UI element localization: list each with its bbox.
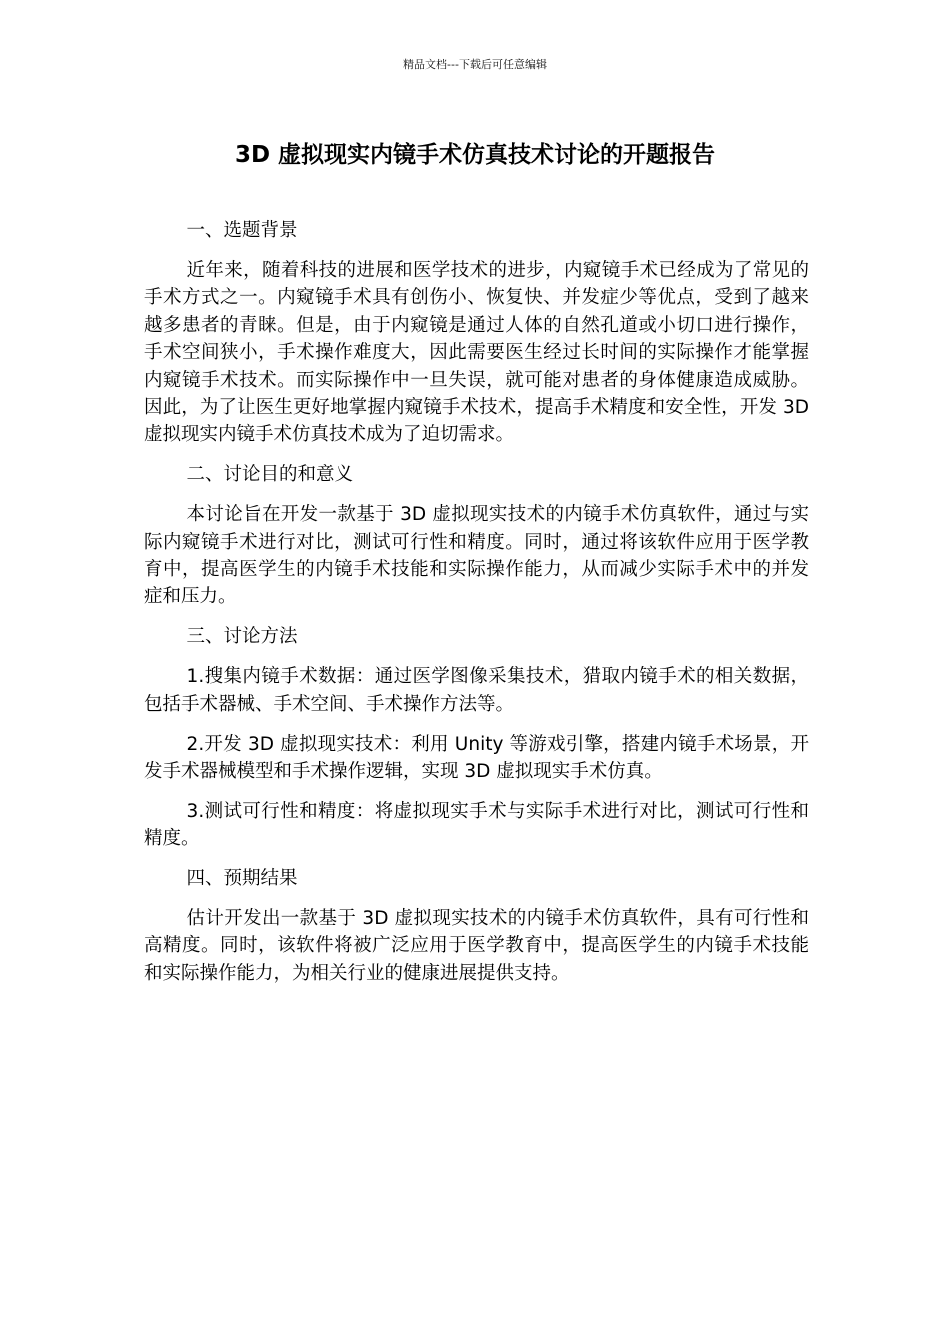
document-title: 3D 虚拟现实内镜手术仿真技术讨论的开题报告 bbox=[234, 142, 716, 168]
section-heading-expected-results: 四、预期结果 bbox=[186, 868, 298, 890]
paragraph-method-3: 3.测试可行性和精度：将虚拟现实手术与实际手术进行对比，测试可行性和精度。 bbox=[144, 800, 809, 850]
paragraph-background: 近年来，随着科技的进展和医学技术的进步，内窥镜手术已经成为了常见的手术方式之一。内窥镜手术具有创伤小、恢复快、并发症少等优点，受到了越来越多患者的青睐。但是，由于内窥镜是通过人体的自然孔道或小切口进行操作，手术空间狭小，手术操作难度大，因此需要医生经过长时间的实际操作才能掌握内窥镜手术技术。而实际操作中一旦失误，就可能对患者的身体健康造成威胁。因此，为了让医生更好地掌握内窥镜手术技术，提高手术精度和安全性，开发 3D 虚拟现实内镜手术仿真技术成为了迫切需求。 bbox=[144, 259, 809, 446]
paragraph-method-2: 2.开发 3D 虚拟现实技术：利用 Unity 等游戏引擎，搭建内镜手术场景，开发手术器械模型和手术操作逻辑，实现 3D 虚拟现实手术仿真。 bbox=[144, 733, 809, 782]
section-heading-background: 一、选题背景 bbox=[186, 220, 298, 241]
header-note: 精品文档---下载后可任意编辑 bbox=[403, 58, 547, 71]
paragraph-purpose: 本讨论旨在开发一款基于 3D 虚拟现实技术的内镜手术仿真软件，通过与实际内窥镜手术进行对比，测试可行性和精度。同时，通过将该软件应用于医学教育中，提高医学生的内镜手术技能和实际操作能力，从而减少实际手术中的并发症和压力。 bbox=[144, 504, 809, 608]
section-heading-purpose: 二、讨论目的和意义 bbox=[186, 464, 354, 486]
paragraph-method-1: 1.搜集内镜手术数据：通过医学图像采集技术，猎取内镜手术的相关数据，包括手术器械、手术空间、手术操作方法等。 bbox=[144, 666, 809, 715]
document-body bbox=[144, 217, 809, 987]
section-heading-methods: 三、讨论方法 bbox=[186, 626, 298, 648]
paragraph-expected-results: 估计开发出一款基于 3D 虚拟现实技术的内镜手术仿真软件，具有可行性和高精度。同时，该软件将被广泛应用于医学教育中，提高医学生的内镜手术技能和实际操作能力，为相关行业的健康进展提供支持。 bbox=[144, 908, 809, 984]
